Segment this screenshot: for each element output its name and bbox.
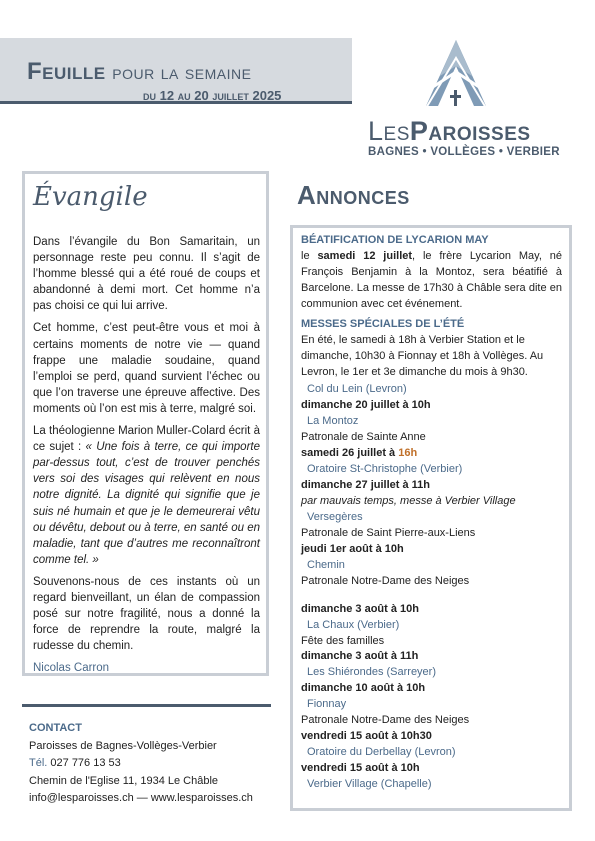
event-place: Oratoire St-Christophe (Verbier) — [307, 463, 463, 476]
beatification-text — [301, 249, 562, 313]
event-date — [301, 681, 562, 697]
event-gap — [301, 590, 562, 602]
gospel-quote-intro: La théologienne Marion Muller-Colard écrit à ce sujet : — [33, 425, 260, 454]
event-note: par mauvais temps, messe à Verbier Village — [301, 495, 516, 507]
event-date — [301, 446, 562, 462]
gospel-author: Nicolas Carron — [33, 662, 110, 675]
event-place: Verbier Village (Chapelle) — [307, 777, 432, 790]
event-item — [301, 745, 562, 777]
event-description: Fête des familles — [301, 634, 385, 647]
event-date-text: samedi 26 juillet à — [301, 447, 399, 460]
event-description: Patronale Notre-Dame des Neiges — [301, 714, 470, 727]
page-title — [27, 58, 251, 86]
event-date — [301, 649, 562, 665]
event-description: Patronale de Saint Pierre-aux-Liens — [301, 526, 476, 539]
event-date-text: jeudi 1er août à 10h — [301, 542, 404, 555]
logo-name-light: Les — [368, 116, 410, 146]
announcements-title: Annonces — [297, 180, 410, 210]
event-item — [301, 590, 562, 618]
event-place: La Chaux (Verbier) — [307, 618, 400, 631]
title-bold: Feuille — [27, 58, 106, 85]
event-description: Patronale de Sainte Anne — [301, 431, 426, 444]
beatification-date: samedi 12 juillet — [317, 249, 413, 262]
gospel-title: Évangile — [33, 182, 148, 212]
event-item — [301, 697, 562, 745]
event-place: Col du Lein (Levron) — [307, 383, 407, 396]
beatification-heading: BÉATIFICATION DE LYCARION MAY — [301, 234, 489, 246]
contact-org: Paroisses de Bagnes-Vollèges-Verbier — [29, 739, 217, 752]
event-date-text: dimanche 3 août à 10h — [301, 602, 419, 615]
contact-email-web[interactable]: info@lesparoisses.ch — www.lesparoisses.ch — [29, 792, 253, 805]
contact-address: Chemin de l'Eglise 11, 1934 Le Châble — [29, 774, 219, 787]
gospel-paragraph-3 — [33, 423, 260, 568]
logo-subtitle: BAGNES • VOLLÈGES • VERBIER — [368, 146, 560, 158]
event-item — [301, 382, 562, 414]
contact-rule — [22, 704, 271, 707]
summer-heading: MESSES SPÉCIALES DE L’ÉTÉ — [301, 317, 465, 330]
gospel-text — [33, 234, 260, 676]
gospel-paragraph-4: Souvenons-nous de ces instants où un regard bienveillant, un élan de compassion posé sur notre fragilité, nous a donné la force de reprendre la route, malgré la rudesse du chemin. — [33, 575, 260, 653]
event-date-text: vendredi 15 août à 10h — [301, 762, 420, 774]
event-date — [301, 602, 562, 618]
logo-name — [368, 116, 531, 147]
contact-phone — [29, 755, 253, 773]
contact-block — [29, 720, 253, 808]
beatification-post: , le frère Lycarion May, né François Benjamin à la Montoz, sera béatifié à Barcelone. La messe de 17h30 à Châble sera dite en communion avec cet événement. — [301, 249, 562, 310]
event-place: Chemin — [307, 558, 345, 571]
event-place: La Montoz — [307, 415, 359, 428]
event-item — [301, 414, 562, 462]
logo-name-bold: Paroisses — [409, 116, 531, 146]
event-place: Les Shiérondes (Sarreyer) — [307, 666, 437, 679]
event-item — [301, 558, 562, 590]
event-date-text: dimanche 20 juillet à 10h — [301, 399, 431, 412]
event-date — [301, 542, 562, 558]
gospel-paragraph-2: Cet homme, c’est peut-être vous et moi à certains moments de notre vie — quand frappe une maladie soudaine, quand l’emploi se perd, quand survient l’échec ou que l’on traverse une épreuve affective. Des moments où l’on est mis à terre, malgré soi. — [33, 322, 260, 415]
event-date-text: vendredi 15 août à 10h30 — [301, 730, 432, 743]
event-date-text: dimanche 10 août à 10h — [301, 682, 426, 695]
title-rest: pour la semaine — [112, 62, 252, 84]
gospel-box — [22, 171, 269, 676]
event-description: Patronale Notre-Dame des Neiges — [301, 574, 470, 587]
event-date — [301, 761, 562, 777]
contact-phone-label: Tél. — [29, 757, 48, 770]
contact-heading: CONTACT — [29, 722, 82, 734]
event-date-text: dimanche 27 juillet à 11h — [301, 479, 430, 492]
summer-intro: En été, le samedi à 18h à Verbier Station et le dimanche, 10h30 à Fionnay et 18h à Vollèges. Au Levron, le 1er et 3e dimanche du mois à 9h30. — [301, 333, 544, 378]
date-range: du 12 au 20 juillet 2025 — [143, 88, 282, 103]
parish-logo-icon — [418, 36, 494, 112]
events-list — [301, 382, 562, 792]
event-date — [301, 478, 562, 494]
event-item — [301, 618, 562, 666]
announcements-box — [290, 225, 572, 811]
event-item — [301, 510, 562, 558]
event-place: Versegères — [307, 510, 363, 523]
contact-phone-number[interactable]: 027 776 13 53 — [50, 757, 121, 770]
gospel-paragraph-1: Dans l’évangile du Bon Samaritain, un personnage reste peu connu. Il s’agit de l’homme blessé qui a été roué de coups et abandonné à demi mort. Cet homme n’a pas choisi ce qui lui arrive. — [33, 236, 260, 313]
event-date — [301, 398, 562, 414]
event-place: Fionnay — [307, 698, 347, 711]
event-place: Oratoire du Derbellay (Levron) — [307, 746, 456, 759]
event-date — [301, 729, 562, 745]
gospel-quote: « Une fois à terre, ce qui importe par-dessus tout, c’est de trouver penchés vers soi des visages qui relèvent en nous notre dignité. La dignité qui signifie que je suis né humain et que je le demeurerai vêtu ou dévêtu, debout ou à terre, en santé ou en maladie, tant que d’autres me reconnaîtront comme tel. » — [33, 441, 260, 566]
event-item — [301, 777, 562, 793]
event-date-highlight: 16h — [398, 447, 418, 460]
event-date-text: dimanche 3 août à 11h — [301, 650, 419, 663]
event-item — [301, 665, 562, 697]
beatification-pre: le — [301, 249, 310, 262]
event-item — [301, 462, 562, 510]
